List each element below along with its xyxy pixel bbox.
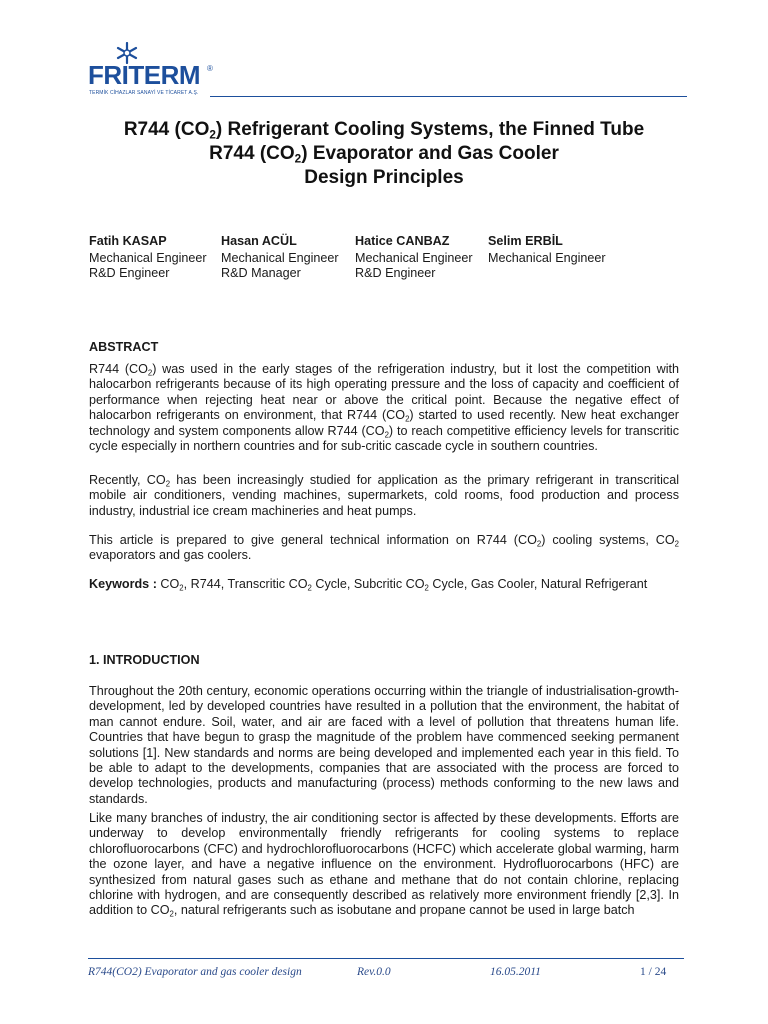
author-name: Hatice CANBAZ: [355, 234, 450, 248]
introduction-heading: 1. INTRODUCTION: [89, 653, 200, 667]
author-role: Mechanical Engineer: [221, 250, 339, 265]
author-block: [488, 234, 606, 266]
author-title: R&D Engineer: [355, 266, 436, 280]
registered-mark: ®: [207, 64, 213, 73]
footer-document-title: R744(CO2) Evaporator and gas cooler design: [88, 966, 302, 978]
author-role: Mechanical Engineer: [355, 250, 473, 265]
title-line-2: R744 $(CO_2)$ Evaporator and Gas Cooler: [209, 143, 559, 166]
abstract-paragraph-2: Recently, $CO_2$ has been increasingly studied for application as the primary refrigerant in transcritical mobile air conditioners, vending machines, supermarkets, cold rooms, food production and process industry, industrial ice cream machineries and heat pumps.: [89, 473, 680, 518]
author-role: Mechanical Engineer: [488, 250, 606, 265]
abstract-paragraph-3: This article is prepared to give general technical information on R744 $(CO_2)$ cooling systems, $CO_2$ evaporators and gas coolers.: [89, 533, 680, 563]
author-block: [221, 234, 339, 282]
author-name: Fatih KASAP: [89, 234, 167, 248]
author-block: [89, 234, 207, 282]
author-name: Hasan ACÜL: [221, 234, 297, 248]
abstract-paragraph-1: R744 $(CO_2)$ was used in the early stages of the refrigeration industry, but it lost the competition with halocarbon refrigerants because of its high operating pressure and the loss of capacity and coefficient of performance when rejecting heat near or above the critical point. Because the negative effect of halocarbon refrigerants on environment, that R744 $(CO_2)$ started to used recently. New heat exchanger technology and system components allow R744 $(CO_2)$ to reach competitive efficiency levels for transcritic cycle especially in northern countries and for sub-critic cascade cycle in southern countries.: [89, 362, 679, 454]
author-role: Mechanical Engineer: [89, 250, 207, 265]
footer-date: 16.05.2011: [490, 966, 541, 978]
footer-page-number: 1 / 24: [640, 966, 667, 978]
header-divider: [210, 96, 687, 97]
keywords-line: Keywords : $CO_2$, R744, Transcritic $CO_2$ Cycle, Subcritic $CO_2$ Cycle, Gas Cooler, Natural Refrigerant: [89, 577, 648, 593]
keywords-label: Keywords :: [89, 577, 157, 591]
intro-paragraph-1: Throughout the 20th century, economic operations occurring within the triangle of industrialisation-growth-development, led by developed countries have resulted in a pollution that the environment, the habitat of man cannot endure. Soil, water, and air are faced with a level of pollution that threatens human life. Countries that have begun to grasp the magnitude of the problem have commenced seeking permanent solutions [1]. New standards and norms are being developed and implemented each year in this field. To be able to adapt to the developments, companies that are associated with the process are forced to develop technologies, products and manufacturing (process) methods conforming to the new laws and standards.: [89, 684, 679, 806]
author-title: R&D Manager: [221, 266, 301, 280]
footer-divider: [88, 958, 684, 959]
brand-subtitle: TERMİK CİHAZLAR SANAYİ VE TİCARET A.Ş.: [89, 90, 199, 96]
title-line-3: Design Principles: [304, 167, 464, 188]
abstract-heading: ABSTRACT: [89, 340, 159, 354]
friterm-logo: [88, 42, 228, 100]
paper-title: [60, 118, 708, 190]
author-title: R&D Engineer: [89, 266, 170, 280]
footer-revision: Rev.0.0: [357, 966, 391, 978]
title-line-1: R744 $(CO_2)$ Refrigerant Cooling Systems, the Finned Tube: [123, 119, 645, 142]
author-block: [355, 234, 473, 282]
brand-name: FRITERM: [88, 60, 201, 90]
intro-paragraph-2: Like many branches of industry, the air conditioning sector is affected by these developments. Efforts are underway to develop environmentally friendly refrigerants for cooling systems to replace chlorofluorocarbons (CFC) and hydrochlorofluorocarbons (HCFC) which accelerate global warming, harm the ozone layer, and have a negative influence on the environment. Hydrofluorocarbons (HFC) are synthesized from natural gases such as ethane and methane that do not contain chlorine, replacing chlorine with hydrogen, and are consequently described as relatively more environment friendly [2,3]. In addition to $CO_2$, natural refrigerants such as isobutane and propane cannot be used in large batch: [89, 811, 679, 919]
author-name: Selim ERBİL: [488, 234, 563, 248]
